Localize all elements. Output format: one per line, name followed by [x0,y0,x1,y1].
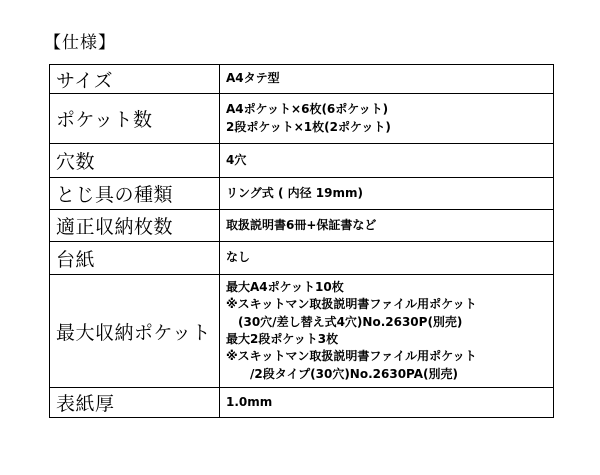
spec-value-size [220,65,554,94]
spec-value-line: 1.0mm [226,394,273,409]
spec-row-capacity [50,210,554,242]
spec-value-line: A4タテ型 [226,71,280,86]
spec-value-line: 2段ポケット×1枚(2ポケット) [226,119,391,134]
spec-value-cover-thickness [220,388,554,418]
spec-value-line: ※スキットマン取扱説明書ファイル用ポケット [226,297,477,312]
spec-label-max-pockets: 最大収納ポケット [50,275,220,388]
spec-label-cover-thickness: 表紙厚 [50,388,220,418]
spec-value-line: (30穴/差し替え式4穴)No.2630P(別売) [238,314,463,329]
spec-row-holes [50,144,554,178]
spec-label-binding-type: とじ具の種類 [50,178,220,210]
spec-row-pocket-count [50,94,554,144]
spec-value-line: /2段タイプ(30穴)No.2630PA(別売) [250,366,458,381]
spec-value-line: なし [226,250,251,265]
spec-row-backing-sheet [50,242,554,275]
spec-label-capacity: 適正収納枚数 [50,210,220,242]
spec-value-line: 4穴 [226,152,247,167]
spec-row-size [50,65,554,94]
spec-row-binding-type [50,178,554,210]
spec-value-line: 取扱説明書6冊+保証書など [226,217,377,232]
spec-value-line: ※スキットマン取扱説明書ファイル用ポケット [226,349,477,364]
spec-label-backing-sheet: 台紙 [50,242,220,275]
spec-value-capacity [220,210,554,242]
spec-label-size: サイズ [50,65,220,94]
spec-label-holes: 穴数 [50,144,220,178]
spec-value-binding-type [220,178,554,210]
spec-value-backing-sheet [220,242,554,275]
spec-row-cover-thickness [50,388,554,418]
spec-value-max-pockets [220,275,554,388]
spec-value-line: 最大2段ポケット3枚 [226,332,339,346]
spec-value-holes [220,144,554,178]
spec-value-line: リング式 ( 内径 19mm) [226,185,363,200]
spec-heading: 【仕様】 [44,33,116,53]
spec-value-line: A4ポケット×6枚(6ポケット) [226,102,389,117]
spec-row-max-pockets [50,275,554,388]
spec-value-pocket-count [220,94,554,144]
spec-table [49,64,554,418]
spec-label-pocket-count: ポケット数 [50,94,220,144]
spec-value-line: 最大A4ポケット10枚 [226,279,344,294]
